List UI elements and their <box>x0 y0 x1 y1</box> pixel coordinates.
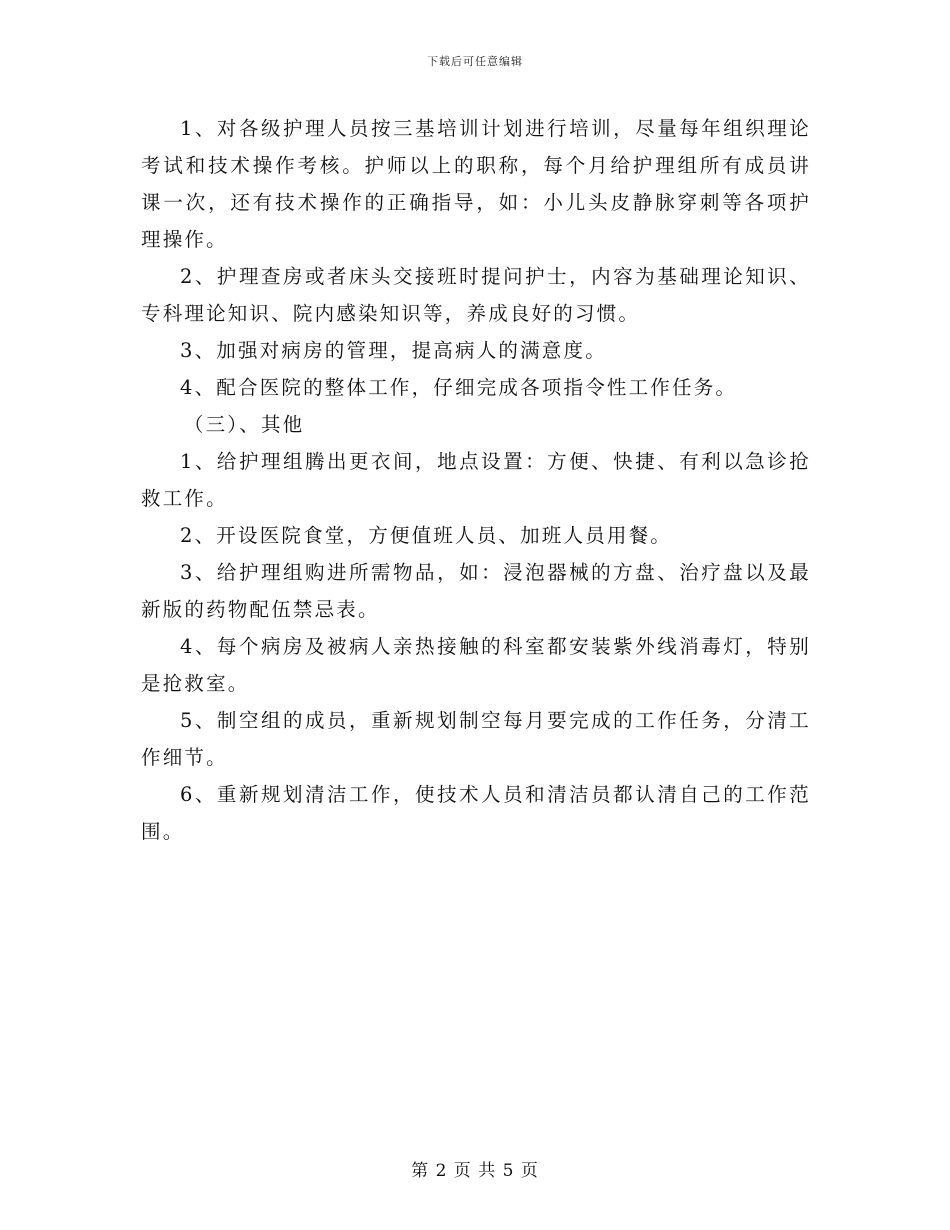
paragraph-cafeteria: 2、开设医院食堂，方便值班人员、加班人员用餐。 <box>180 524 673 547</box>
paragraph-cleaning: 6、重新规划清洁工作，使技术人员和清洁员都认清自己的工作范围。 <box>141 783 811 843</box>
paragraph-training: 1、对各级护理人员按三基培训计划进行培训，尽量每年组织理论考试和技术操作考核。护师以上的职称，每个月给护理组所有成员讲课一次，还有技术操作的正确指导，如：小儿头皮静脉穿刺等各项护理操作。 <box>141 117 811 251</box>
page-number: 第 2 页 共 5 页 <box>411 1161 539 1181</box>
paragraph-changing-room: 1、给护理组腾出更衣间，地点设置：方便、快捷、有利以急诊抢救工作。 <box>141 450 811 510</box>
paragraph-control-group: 5、制空组的成员，重新规划制空每月要完成的工作任务，分清工作细节。 <box>141 709 811 769</box>
document-body <box>141 110 811 850</box>
paragraph-hospital-cooperation: 4、配合医院的整体工作，仔细完成各项指令性工作任务。 <box>180 376 738 399</box>
paragraph-uv-lamps: 4、每个病房及被病人亲热接触的科室都安装紫外线消毒灯，特别是抢救室。 <box>141 635 811 695</box>
page-header: 下载后可任意编辑 <box>427 55 523 68</box>
paragraph-ward-rounds: 2、护理查房或者床头交接班时提问护士，内容为基础理论知识、专科理论知识、院内感染知识等，养成良好的习惯。 <box>141 265 811 325</box>
paragraph-supplies: 3、给护理组购进所需物品，如：浸泡器械的方盘、治疗盘以及最新版的药物配伍禁忌表。 <box>141 561 811 621</box>
paragraph-ward-management: 3、加强对病房的管理，提高病人的满意度。 <box>180 339 607 362</box>
section-heading-other: （三）、其他 <box>183 413 305 436</box>
